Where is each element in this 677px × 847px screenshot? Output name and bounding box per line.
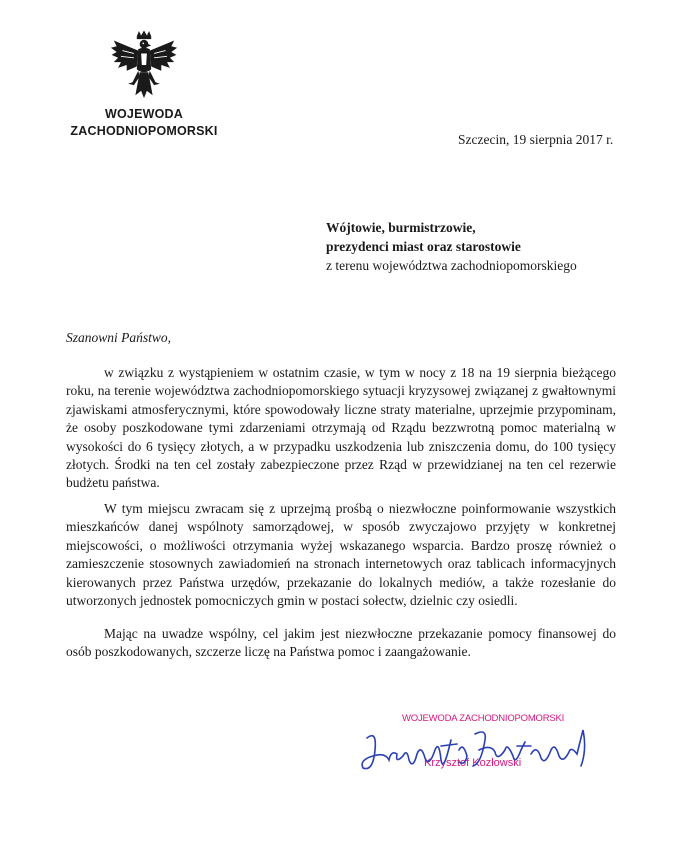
stamp-title: WOJEWODA ZACHODNIOPOMORSKI [402, 713, 565, 724]
addressee-block [326, 218, 577, 275]
office-line1: WOJEWODA [105, 107, 183, 121]
white-eagle-icon [108, 28, 180, 102]
addressee-line1: Wójtowie, burmistrzowie, [326, 220, 476, 235]
addressee-line2: prezydenci miast oraz starostowie [326, 239, 521, 254]
office-line2: ZACHODNIOPOMORSKI [70, 124, 218, 138]
body-paragraph-3: Mając na uwadze wspólny, cel jakim jest niezwłoczne przekazanie pomocy finansowej do osób poszkodowanych, szczerze liczę na Państwa pomoc i zaangażowanie. [66, 626, 616, 660]
addressee-line3: z terenu województwa zachodniopomorskiego [326, 258, 577, 273]
body-paragraph-2: W tym miejscu zwracam się z uprzejmą prośbą o niezwłoczne poinformowanie wszystkich mieszkańców danej wspólnoty samorządowej, w sposób zwyczajowo przyjęty w konkretnej miejscowości, o możliwości otrzymania wyżej wskazanego wsparcia. Bardzo proszę również o zamieszczenie stosownych zawiadomień na stronach internetowych oraz tablicach informacyjnych kierowanych przez Państwa urzędów, przekazanie do lokalnych mediów, a także rozesłanie do utworzonych jednostek pomocniczych gmin w postaci sołectw, dzielnic czy osiedli. [66, 501, 616, 609]
salutation: Szanowni Państwo, [66, 330, 172, 345]
letter-date: Szczecin, 19 sierpnia 2017 r. [458, 132, 614, 147]
office-header [60, 106, 228, 140]
body-paragraph-1: w związku z wystąpieniem w ostatnim czasie, w tym w nocy z 18 na 19 sierpnia bieżącego roku, na terenie województwa zachodniopomorskiego sytuacji kryzysowej związanej z gwałtownymi zjawiskami atmosferycznymi, które spowodowały liczne straty materialne, uprzejmie przypominam, że osoby poszkodowane tymi zdarzeniami otrzymają od Rządu bezzwrotną pomoc materialną w wysokości do 6 tysięcy złotych, a w przypadku uszkodzenia lub zniszczenia domu, do 100 tysięcy złotych. Środki na ten cel zostały zabezpieczone przez Rząd w przewidzianej na ten cel rezerwie budżetu państwa. [66, 365, 616, 491]
stamp-name: Krzysztof Kozłowski [424, 757, 522, 769]
handwritten-signature [355, 720, 605, 780]
